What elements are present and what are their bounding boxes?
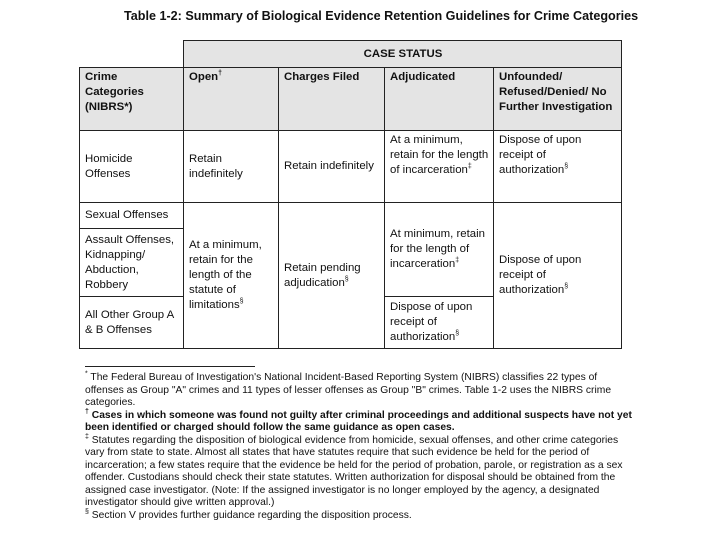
cell-homicide-adjudicated: At a minimum, retain for the length of incarceration‡ xyxy=(385,131,494,203)
footnotes xyxy=(85,372,637,522)
retention-table xyxy=(79,40,622,349)
cell-shared-open: At a minimum, retain for the length of the statute of limitations§ xyxy=(184,203,279,349)
cell-shared-unfounded: Dispose of upon receipt of authorization§ xyxy=(494,203,622,349)
header-open: Open† xyxy=(184,68,279,131)
cell-homicide-open: Retain indefinitely xyxy=(184,131,279,203)
footnote-not-guilty: † Cases in which someone was found not guilty after criminal proceedings and additional suspects have not yet been identified or charged should follow the same guidance as open cases. xyxy=(85,408,632,433)
case-status-row xyxy=(80,41,622,68)
footnote-statutes: ‡ Statutes regarding the disposition of biological evidence from homicide, sexual offenses, and other crime categories vary from state to state. Almost all states that have statutes require that such evidence be held for the period of incarceration; a few states require that the evidence be held for the period of probation, parole, or registration as a sex offender. Custodians should check their state statutes. Written authorization for disposal should be obtained from the assigned case investigator. (Note: If the assigned investigator is no longer employed by the agency, a designated investigator should give written approval.) xyxy=(85,433,623,508)
cell-homicide-unfounded: Dispose of upon receipt of authorization§ xyxy=(494,131,622,203)
cell-assault-category: Assault Offenses, Kidnapping/ Abduction, Robbery xyxy=(80,229,184,297)
header-unfounded: Unfounded/ Refused/Denied/ No Further Investigation xyxy=(494,68,622,131)
cell-sexual-category: Sexual Offenses xyxy=(80,203,184,229)
cell-other-adjudicated: Dispose of upon receipt of authorization§ xyxy=(385,297,494,349)
table-row xyxy=(80,203,622,229)
header-adjudicated: Adjudicated xyxy=(385,68,494,131)
header-charges-filed: Charges Filed xyxy=(279,68,385,131)
case-status-header: CASE STATUS xyxy=(184,41,622,68)
table-row xyxy=(80,131,622,203)
table-title: Table 1-2: Summary of Biological Evidence Retention Guidelines for Crime Categories xyxy=(124,9,639,23)
footnote-divider xyxy=(85,366,255,367)
footnote-nibrs: * The Federal Bureau of Investigation's National Incident-Based Reporting System (NIBRS) classifies 22 types of offenses as Group "A" crimes and 11 types of lesser offenses as Group "B" crimes. Table 1-2 uses the NIBRS crime categories. xyxy=(85,370,612,408)
cell-other-category: All Other Group A & B Offenses xyxy=(80,297,184,349)
cell-shared-charges: Retain pending adjudication§ xyxy=(279,203,385,349)
footnote-section-v: § Section V provides further guidance regarding the disposition process. xyxy=(85,508,412,521)
column-header-row xyxy=(80,68,622,131)
cell-homicide-charges: Retain indefinitely xyxy=(279,131,385,203)
cell-homicide-category: Homicide Offenses xyxy=(80,131,184,203)
cell-shared-adjudicated-incarceration: At minimum, retain for the length of incarceration‡ xyxy=(385,203,494,297)
blank-corner-cell xyxy=(80,41,184,68)
header-crime-categories: Crime Categories (NIBRS*) xyxy=(80,68,184,131)
